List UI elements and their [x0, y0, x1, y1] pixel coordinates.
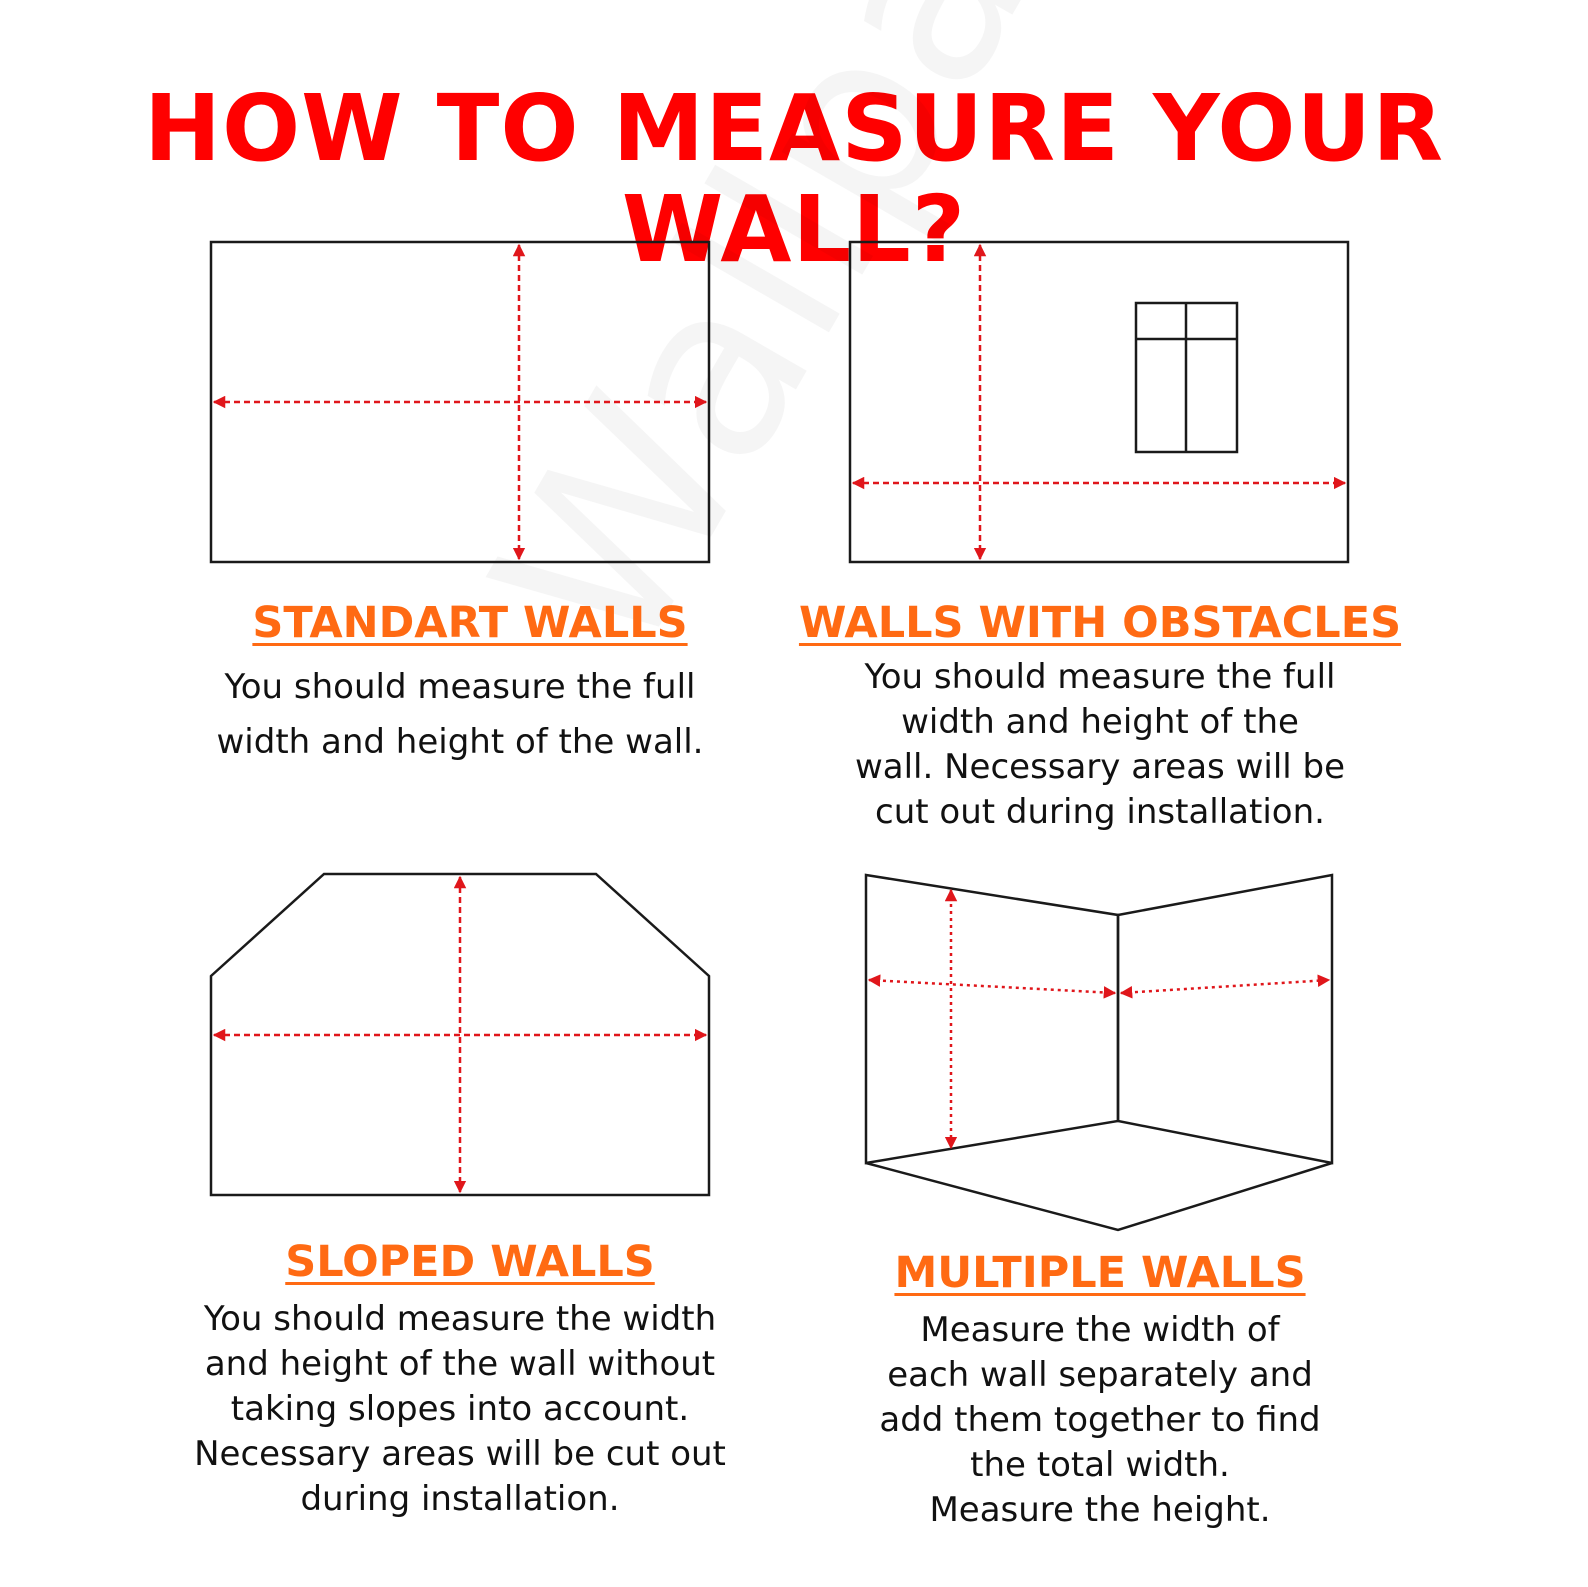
obstacles-wall-outline — [850, 242, 1348, 562]
multiple-walls-description — [820, 1308, 1380, 1533]
description-line: the total width. — [970, 1445, 1230, 1485]
description-line: Measure the height. — [929, 1490, 1271, 1530]
description-line: during installation. — [300, 1479, 620, 1519]
description-line: You should measure the full — [224, 667, 696, 707]
multiple-right-width-arrow — [1121, 980, 1329, 993]
description-line: cut out during installation. — [875, 792, 1325, 832]
multiple-walls-heading: MULTIPLE WALLS — [894, 1248, 1306, 1298]
obstacles-walls-description — [820, 655, 1380, 835]
description-line: width and height of the wall. — [216, 722, 704, 762]
description-line: You should measure the width — [203, 1299, 717, 1339]
description-line: wall. Necessary areas will be — [854, 747, 1346, 787]
multiple-walls-outline — [866, 875, 1332, 1230]
description-line: Measure the width of — [920, 1310, 1280, 1350]
description-line: add them together to find — [879, 1400, 1321, 1440]
standard-walls-description — [180, 660, 740, 770]
description-line: Necessary areas will be cut out — [194, 1434, 726, 1474]
page-title: HOW TO MEASURE YOUR WALL? — [143, 75, 1445, 284]
description-line: and height of the wall without — [204, 1344, 716, 1384]
standard-walls-heading: STANDART WALLS — [252, 598, 688, 648]
description-line: taking slopes into account. — [230, 1389, 690, 1429]
sloped-walls-description — [160, 1297, 760, 1522]
description-line: You should measure the full — [864, 657, 1336, 697]
description-line: width and height of the — [901, 702, 1299, 742]
window-icon — [1136, 303, 1237, 452]
obstacles-walls-heading: WALLS WITH OBSTACLES — [798, 598, 1402, 648]
sloped-walls-heading: SLOPED WALLS — [285, 1237, 655, 1287]
multiple-left-width-arrow — [869, 980, 1115, 993]
description-line: each wall separately and — [887, 1355, 1313, 1395]
